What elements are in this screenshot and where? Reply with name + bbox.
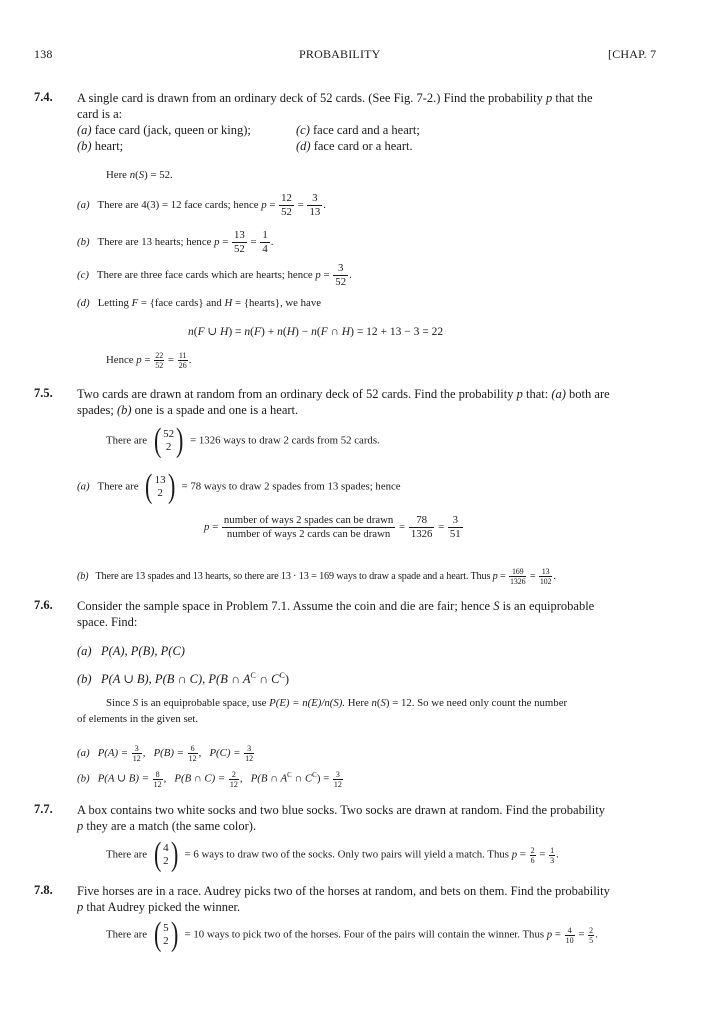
problem-number: 7.7. (34, 802, 53, 816)
answer-part-b: (b) P(A ∪ B) = $\frac{8}{12}$ , P(B ∩ C) = $\frac{2}{12}$ , P(B ∩ $A^C$ ∩ $C^C$) = $\frac{3}{12}$ (77, 769, 342, 789)
solution-part-b: (b) There are 13 spades and 13 hearts, so there are 13 · 13 = 169 ways to draw a spade and a heart. Thus p = $\frac{169}{1326}$ = $\frac{13}{102}$ . (77, 567, 556, 586)
problem-number: 7.6. (34, 598, 53, 612)
solution-part-b: (b) There are 13 hearts; hence p = $\frac{13}{52}$ = $\frac{1}{4}$ . (77, 229, 274, 255)
problem-text-line: A single card is drawn from an ordinary deck of 52 cards. (See Fig. 7-2.) Find the probability p that the (77, 91, 593, 105)
problem-text-line: spades; (b) one is a spade and one is a heart. (77, 403, 299, 417)
binomial-13-2: ( 13 2 ) (145, 468, 175, 505)
option-c: (c) face card and a heart; (296, 123, 420, 137)
problem-text-line: Five horses are in a race. Audrey picks two of the horses at random, and bets on them. Find the probability (77, 884, 610, 898)
solution-line: There are ( 5 2 ) = 10 ways to pick two of the horses. Four of the pairs will contain the winner. Thus p = $\frac{4}{10}$ = $\frac{2}{5}$ . (106, 916, 598, 953)
solution-line: of elements in the given set. (77, 713, 199, 725)
find-part-b: (b) P(A ∪ B), P(B ∩ C), P(B ∩ $A^C$ ∩ $C^C$) (77, 671, 289, 687)
page-number: 138 (34, 47, 53, 61)
union-equation: n(F ∪ H) = n(F) + n(H) − n(F ∩ H) = 12 + 13 − 3 = 22 (188, 326, 444, 338)
option-b: (b) heart; (77, 139, 124, 153)
find-part-a: (a) P(A), P(B), P(C) (77, 644, 185, 658)
solution-line: There are ( 52 2 ) = 1326 ways to draw 2 cards from 52 cards. (106, 422, 380, 459)
solution-part-a: (a) There are 4(3) = 12 face cards; hence p = $\frac{12}{52}$ = $\frac{3}{13}$ . (77, 192, 326, 218)
probability-fraction: p = $\frac{\text{number of ways 2 spades can be drawn}}{\text{number of ways 2 cards can be drawn}}$ = $\frac{78}{1326}$ = $\frac{3}{51}$ (204, 514, 461, 540)
option-a: (a) face card (jack, queen or king); (77, 123, 251, 137)
problem-text-line: card is a: (77, 107, 123, 121)
problem-text-line: space. Find: (77, 615, 138, 629)
solution-conclusion: Hence p = $\frac{22}{52}$ = $\frac{11}{26}$ . (106, 351, 192, 370)
answer-part-a: (a) P(A) = $\frac{3}{12}$ , P(B) = $\frac{6}{12}$ , P(C) = $\frac{3}{12}$ (77, 744, 254, 763)
binomial-4-2: ( 4 2 ) (153, 836, 178, 873)
solution-part-c: (c) There are three face cards which are hearts; hence p = $\frac{3}{52}$ . (77, 262, 352, 288)
binomial-5-2: ( 5 2 ) (153, 916, 178, 953)
option-d: (d) face card or a heart. (296, 139, 413, 153)
solution-part-a: (a) There are ( 13 2 ) = 78 ways to draw 2 spades from 13 spades; hence (77, 468, 401, 505)
section-title: PROBABILITY (299, 47, 381, 61)
chapter-label: [CHAP. 7 (608, 47, 657, 61)
problem-text-line: Two cards are drawn at random from an ordinary deck of 52 cards. Find the probability p that: (a) both are (77, 387, 610, 401)
problem-text-line: A box contains two white socks and two blue socks. Two socks are drawn at random. Find the probability (77, 803, 605, 817)
solution-part-d: (d) Letting F = {face cards} and H = {hearts}, we have (77, 297, 322, 309)
solution-line: Since S is an equiprobable space, use P(E) = n(E)/n(S). Here n(S) = 12. So we need only count the number (106, 697, 568, 709)
solution-line: There are ( 4 2 ) = 6 ways to draw two of the socks. Only two pairs will yield a match. Thus p = $\frac{2}{6}$ = $\frac{1}{3}$ . (106, 836, 559, 873)
problem-number: 7.8. (34, 883, 53, 897)
problem-text-line: Consider the sample space in Problem 7.1. Assume the coin and die are fair; hence S is an equiprobable (77, 599, 595, 613)
problem-number: 7.4. (34, 90, 53, 104)
binomial-52-2: ( 52 2 ) (153, 422, 184, 459)
problem-text-line: p they are a match (the same color). (77, 819, 257, 833)
problem-number: 7.5. (34, 386, 53, 400)
problem-text-line: p that Audrey picked the winner. (77, 900, 241, 914)
solution-line: Here n(S) = 52. (106, 169, 173, 181)
